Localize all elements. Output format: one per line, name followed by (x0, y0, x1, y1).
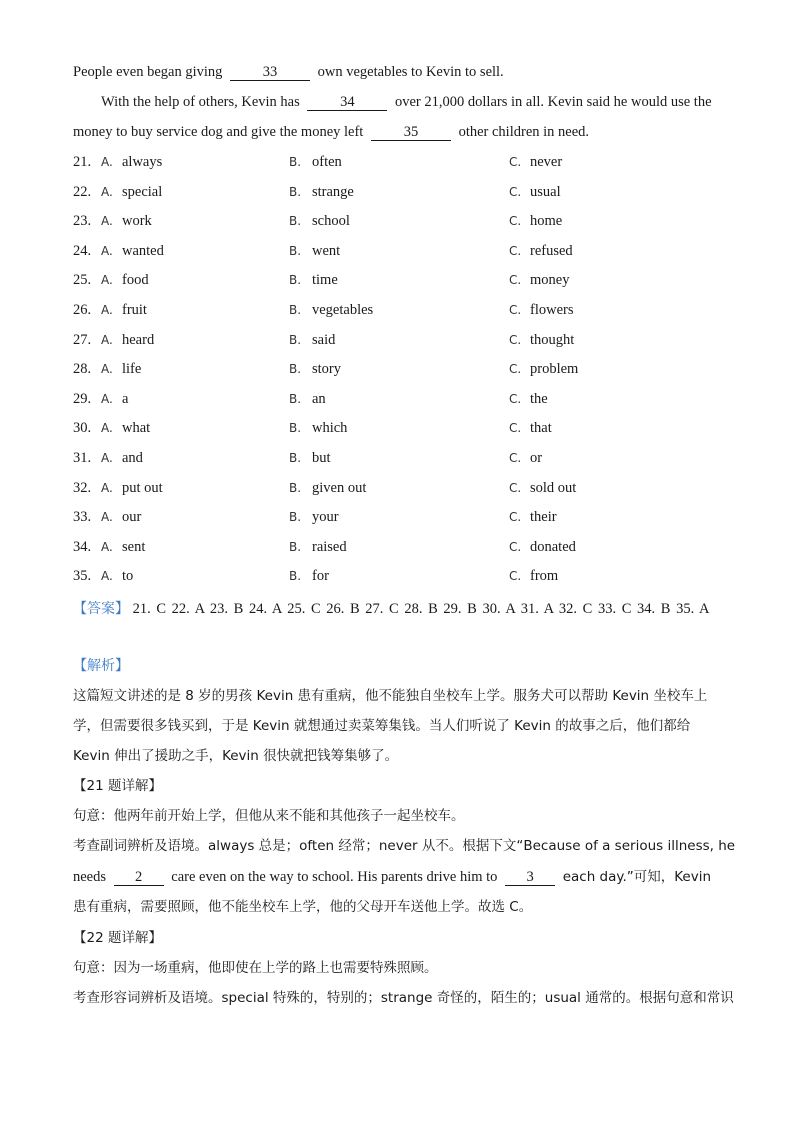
q21-header: 【21 题详解】 (73, 778, 162, 794)
answer-text: 21. C 22. A 23. B 24. A 25. C 26. B 27. C 28. B 29. B 30. A 31. A 32. C 33. C 34. B 35. A (132, 601, 710, 617)
option-a-text: put out (122, 479, 163, 496)
option-b-text: raised (312, 538, 347, 555)
option-b-text: vegetables (312, 302, 374, 318)
option-row (73, 359, 773, 379)
question-number: 32. (73, 479, 92, 496)
summary-line-3: Kevin 伸出了援助之手，Kevin 很快就把钱筹集够了。 (73, 748, 399, 764)
option-letter-c: C. (509, 480, 522, 495)
option-a-text: and (122, 450, 143, 466)
passage-line-2 (101, 92, 712, 112)
option-a-text: a (122, 390, 129, 407)
passage-text: With the help of others, Kevin has (101, 94, 300, 110)
option-letter-c: C. (509, 569, 522, 584)
option-letter-a: A. (101, 451, 113, 465)
option-c-text: problem (530, 361, 579, 378)
option-c-text: that (530, 420, 552, 437)
option-row (73, 300, 773, 320)
q22-header: 【22 题详解】 (73, 930, 162, 946)
option-c-text: the (530, 390, 548, 407)
option-letter-a: A. (101, 332, 113, 347)
option-b-text: story (312, 361, 341, 378)
option-a-text: food (122, 272, 149, 289)
option-letter-b: B. (289, 451, 302, 465)
question-number: 31. (73, 450, 92, 466)
question-number: 23. (73, 213, 92, 230)
option-letter-b: B. (289, 273, 302, 288)
option-b-text: went (312, 242, 341, 259)
option-b-text: time (312, 272, 338, 289)
option-row (73, 389, 773, 409)
summary-line-1: 这篇短文讲述的是 8 岁的男孩 Kevin 患有重病，他不能独自坐校车上学。服务犬可以帮助 Kevin 坐校车上 (73, 688, 708, 704)
question-number: 33. (73, 509, 92, 526)
question-number: 24. (73, 242, 92, 259)
option-row (73, 537, 773, 557)
option-b-text: an (312, 390, 326, 407)
option-row (73, 211, 773, 231)
option-letter-b: B. (289, 539, 302, 554)
option-letter-c: C. (509, 184, 522, 199)
option-letter-c: C. (509, 332, 522, 347)
question-number: 29. (73, 390, 92, 407)
option-row (73, 478, 773, 498)
option-b-text: given out (312, 479, 367, 496)
option-a-text: special (122, 183, 163, 200)
passage-text: money to buy service dog and give the money left (73, 124, 364, 140)
q22-explain-1: 考查形容词辨析及语境。special 特殊的，特别的；strange 奇怪的，陌生的；usual 通常的。根据句意和常识 (73, 990, 734, 1006)
passage-text: other children in need. (458, 124, 590, 140)
option-c-text: sold out (530, 479, 577, 496)
option-b-text: but (312, 450, 331, 466)
option-letter-c: C. (509, 214, 522, 229)
option-letter-c: C. (509, 421, 522, 436)
passage-text: own vegetables to Kevin to sell. (317, 64, 504, 80)
option-b-text: which (312, 420, 348, 437)
option-b-text: your (312, 509, 339, 526)
option-a-text: to (122, 568, 134, 585)
option-c-text: money (530, 272, 570, 289)
summary-line-2: 学，但需要很多钱买到，于是 Kevin 就想通过卖菜筹集钱。当人们听说了 Kevin 的故事之后，他们都给 (73, 718, 691, 734)
option-c-text: never (530, 154, 563, 170)
question-number: 26. (73, 302, 92, 318)
option-row (73, 330, 773, 350)
question-number: 34. (73, 538, 92, 555)
passage-text: over 21,000 dollars in all. Kevin said he would use the (395, 94, 712, 110)
option-letter-c: C. (509, 451, 522, 465)
option-letter-b: B. (289, 569, 302, 584)
option-a-text: sent (122, 538, 146, 555)
option-letter-c: C. (509, 155, 522, 169)
option-letter-a: A. (101, 539, 113, 554)
option-letter-c: C. (509, 303, 522, 317)
option-letter-b: B. (289, 362, 302, 377)
option-row (73, 241, 773, 261)
option-a-text: life (122, 361, 142, 378)
option-letter-b: B. (289, 421, 302, 436)
answer-block (73, 594, 733, 625)
option-a-text: work (122, 213, 152, 230)
option-c-text: thought (530, 331, 575, 348)
option-letter-c: C. (509, 243, 522, 258)
option-letter-b: B. (289, 184, 302, 199)
option-letter-b: B. (289, 510, 302, 525)
question-number: 25. (73, 272, 92, 289)
option-letter-b: B. (289, 155, 302, 169)
option-row (73, 507, 773, 527)
blank-35: 35 (371, 124, 451, 141)
passage-text: People even began giving (73, 64, 223, 80)
option-letter-a: A. (101, 362, 113, 377)
q21-explain-1: 考查副词辨析及语境。always 总是；often 经常；never 从不。根据下文“Because of a serious illness, he (73, 838, 736, 854)
q21-text: each day.”可知，Kevin (562, 869, 712, 885)
option-row (73, 152, 773, 172)
blank-2: 2 (114, 869, 164, 886)
q22-meaning: 句意：因为一场重病，他即使在上学的路上也需要特殊照顾。 (73, 960, 438, 976)
passage-line-3 (73, 122, 589, 142)
option-a-text: our (122, 509, 142, 526)
question-number: 30. (73, 420, 92, 437)
option-letter-b: B. (289, 480, 302, 495)
q21-meaning: 句意：他两年前开始上学，但他从来不能和其他孩子一起坐校车。 (73, 808, 465, 824)
option-letter-a: A. (101, 569, 113, 584)
option-c-text: usual (530, 183, 561, 200)
option-letter-a: A. (101, 421, 113, 436)
option-letter-a: A. (101, 480, 113, 495)
option-letter-c: C. (509, 391, 522, 406)
option-letter-c: C. (509, 510, 522, 525)
option-letter-b: B. (289, 243, 302, 258)
answer-tag: 【答案】 (73, 601, 129, 617)
option-a-text: fruit (122, 302, 147, 318)
option-a-text: always (122, 154, 163, 170)
option-b-text: strange (312, 183, 354, 200)
blank-34: 34 (307, 94, 387, 111)
option-letter-b: B. (289, 214, 302, 229)
question-number: 21. (73, 154, 92, 170)
option-letter-a: A. (101, 510, 113, 525)
option-letter-b: B. (289, 391, 302, 406)
q21-text: needs (73, 869, 107, 885)
q21-explain-3: 患有重病，需要照顾，他不能坐校车上学，他的父母开车送他上学。故选 C。 (73, 899, 533, 915)
option-letter-c: C. (509, 362, 522, 377)
option-c-text: their (530, 509, 557, 526)
option-letter-c: C. (509, 539, 522, 554)
option-b-text: for (312, 568, 329, 585)
option-letter-a: A. (101, 184, 113, 199)
option-a-text: heard (122, 331, 155, 348)
question-number: 28. (73, 361, 92, 378)
option-letter-c: C. (509, 273, 522, 288)
q21-text: care even on the way to school. His parents drive him to (171, 869, 498, 885)
option-row (73, 566, 773, 586)
analysis-tag: 【解析】 (73, 658, 129, 674)
blank-33: 33 (230, 64, 310, 81)
option-c-text: donated (530, 538, 576, 555)
option-letter-b: B. (289, 303, 302, 317)
option-b-text: said (312, 331, 336, 348)
option-c-text: from (530, 568, 559, 585)
option-row (73, 448, 773, 468)
option-c-text: or (530, 450, 543, 466)
option-b-text: school (312, 213, 350, 230)
option-c-text: refused (530, 242, 573, 259)
option-letter-a: A. (101, 243, 113, 258)
option-letter-a: A. (101, 155, 113, 169)
option-c-text: flowers (530, 302, 574, 318)
question-number: 35. (73, 568, 92, 585)
option-row (73, 418, 773, 438)
question-number: 27. (73, 331, 92, 348)
option-letter-a: A. (101, 303, 113, 317)
q21-explain-2 (73, 867, 711, 887)
option-c-text: home (530, 213, 563, 230)
option-row (73, 270, 773, 290)
blank-3: 3 (505, 869, 555, 886)
option-letter-a: A. (101, 214, 113, 229)
option-b-text: often (312, 154, 342, 170)
question-number: 22. (73, 183, 92, 200)
passage-line-1 (73, 62, 504, 82)
option-a-text: what (122, 420, 151, 437)
option-letter-a: A. (101, 391, 113, 406)
option-row (73, 182, 773, 202)
option-letter-a: A. (101, 273, 113, 288)
option-a-text: wanted (122, 242, 164, 259)
option-letter-b: B. (289, 332, 302, 347)
